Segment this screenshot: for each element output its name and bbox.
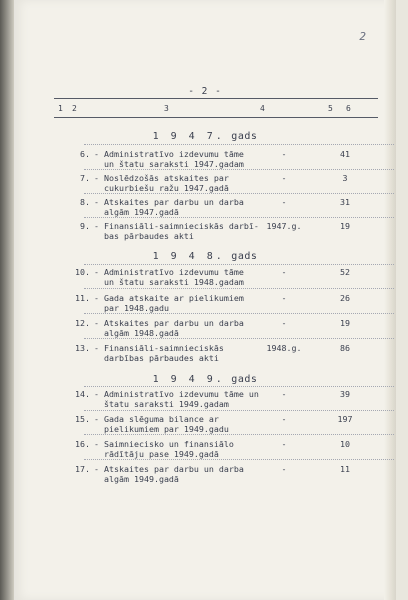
row-description xyxy=(104,318,274,338)
description-line: algām 1947.gadā xyxy=(104,207,179,217)
column-header: 5 xyxy=(328,104,333,113)
row-number: 13. xyxy=(75,343,90,353)
description-line: un štatu saraksti 1948.gadam xyxy=(104,277,244,287)
column-header-row xyxy=(54,98,378,118)
table-row xyxy=(14,221,396,245)
row-dash: - xyxy=(94,439,99,449)
description-line: Gada slēguma bilance ar xyxy=(104,414,219,424)
row-number: 11. xyxy=(75,293,90,303)
column-4-value: - xyxy=(281,318,287,328)
row-description xyxy=(104,149,274,169)
column-4-value: - xyxy=(281,414,287,424)
column-5-value: 19 xyxy=(340,318,350,328)
row-dash: - xyxy=(94,464,99,474)
description-line: štatu saraksti 1949.gadam xyxy=(104,399,229,409)
row-dash: - xyxy=(94,318,99,328)
column-4-value: 1948.g. xyxy=(266,343,302,353)
section-heading-1949 xyxy=(14,374,396,385)
description-line: algām 1949.gadā xyxy=(104,474,179,484)
column-4-value: - xyxy=(281,173,287,183)
description-line: Saimniecisko un finansiālo xyxy=(104,439,234,449)
description-line: Administratīvo izdevumu tāme xyxy=(104,267,244,277)
dotted-rule xyxy=(84,338,394,339)
description-line: Noslēdzošās atskaites par xyxy=(104,173,229,183)
table-row xyxy=(14,343,396,367)
description-line: Atskaites par darbu un darba xyxy=(104,318,244,328)
dotted-rule xyxy=(84,193,394,194)
row-dash: - xyxy=(94,389,99,399)
binding-edge xyxy=(0,0,14,600)
row-number: 16. xyxy=(75,439,90,449)
row-dash: - xyxy=(94,197,99,207)
column-4-value: - xyxy=(281,439,287,449)
description-line: Finansiāli-saimnieciskās xyxy=(104,343,224,353)
row-number: 15. xyxy=(75,414,90,424)
year-suffix: gads xyxy=(231,131,258,142)
dotted-rule xyxy=(84,288,394,289)
column-4-value: - xyxy=(281,267,287,277)
row-dash: - xyxy=(94,414,99,424)
dotted-rule xyxy=(84,313,394,314)
description-line: Finansiāli-saimnieciskās darbī- xyxy=(104,221,259,231)
row-description xyxy=(104,414,274,434)
description-line: Gada atskaite ar pielikumiem xyxy=(104,293,244,303)
year-suffix: gads xyxy=(231,251,258,262)
column-5-value: 26 xyxy=(340,293,350,303)
description-line: pielikumiem par 1949.gadu xyxy=(104,424,229,434)
row-number: 14. xyxy=(75,389,90,399)
year-label: 1 9 4 8. xyxy=(152,251,225,262)
row-dash: - xyxy=(94,267,99,277)
column-4-value: - xyxy=(281,197,287,207)
description-line: cukurbiešu ražu 1947.gadā xyxy=(104,183,229,193)
column-5-value: 11 xyxy=(340,464,350,474)
document-page xyxy=(14,0,396,600)
description-line: un štatu saraksti 1947.gadam xyxy=(104,159,244,169)
column-5-value: 31 xyxy=(340,197,350,207)
table-row xyxy=(14,464,396,488)
row-description xyxy=(104,197,274,217)
description-line: darbības pārbaudes akti xyxy=(104,353,219,363)
row-dash: - xyxy=(94,343,99,353)
dotted-rule xyxy=(84,144,394,145)
column-5-value: 86 xyxy=(340,343,350,353)
description-line: algām 1948.gadā xyxy=(104,328,179,338)
page-number: - 2 - xyxy=(188,86,222,97)
description-line: bas pārbaudes akti xyxy=(104,231,194,241)
year-suffix: gads xyxy=(231,374,258,385)
row-number: 6. xyxy=(80,149,90,159)
dotted-rule xyxy=(84,264,394,265)
row-dash: - xyxy=(94,221,99,231)
column-4-value: - xyxy=(281,293,287,303)
dotted-rule xyxy=(84,217,394,218)
column-4-value: - xyxy=(281,149,287,159)
column-4-value: - xyxy=(281,389,287,399)
column-5-value: 10 xyxy=(340,439,350,449)
row-number: 10. xyxy=(75,267,90,277)
column-5-value: 197 xyxy=(337,414,353,424)
row-description xyxy=(104,267,274,287)
column-header: 3 xyxy=(164,104,169,113)
row-description xyxy=(104,464,274,484)
row-dash: - xyxy=(94,293,99,303)
dotted-rule xyxy=(84,386,394,387)
dotted-rule xyxy=(84,410,394,411)
row-description xyxy=(104,439,274,459)
row-number: 8. xyxy=(80,197,90,207)
row-number: 17. xyxy=(75,464,90,474)
row-number: 12. xyxy=(75,318,90,328)
row-description xyxy=(104,293,274,313)
description-line: Atskaites par darbu un darba xyxy=(104,464,244,474)
column-5-value: 41 xyxy=(340,149,350,159)
column-header: 1 xyxy=(58,104,63,113)
row-number: 7. xyxy=(80,173,90,183)
corner-mark: 2 xyxy=(359,30,366,43)
description-line: Atskaites par darbu un darba xyxy=(104,197,244,207)
row-dash: - xyxy=(94,173,99,183)
column-header: 2 xyxy=(72,104,77,113)
row-number: 9. xyxy=(80,221,90,231)
row-dash: - xyxy=(94,149,99,159)
column-4-value: 1947.g. xyxy=(266,221,302,231)
year-label: 1 9 4 7. xyxy=(152,131,225,142)
column-header: 4 xyxy=(260,104,265,113)
year-label: 1 9 4 9. xyxy=(152,374,225,385)
description-line: par 1948.gadu xyxy=(104,303,169,313)
dotted-rule xyxy=(84,169,394,170)
description-line: Administratīvo izdevumu tāme xyxy=(104,149,244,159)
column-5-value: 39 xyxy=(340,389,350,399)
description-line: rādītāju pase 1949.gadā xyxy=(104,449,219,459)
row-description xyxy=(104,343,274,363)
column-5-value: 19 xyxy=(340,221,350,231)
column-header: 6 xyxy=(346,104,351,113)
column-4-value: - xyxy=(281,464,287,474)
dotted-rule xyxy=(84,459,394,460)
row-description xyxy=(104,221,274,241)
section-heading-1947 xyxy=(14,131,396,142)
description-line: Administratīvo izdevumu tāme un xyxy=(104,389,259,399)
dotted-rule xyxy=(84,434,394,435)
row-description xyxy=(104,173,274,193)
column-5-value: 52 xyxy=(340,267,350,277)
row-description xyxy=(104,389,274,409)
section-heading-1948 xyxy=(14,251,396,262)
column-5-value: 3 xyxy=(342,173,348,183)
